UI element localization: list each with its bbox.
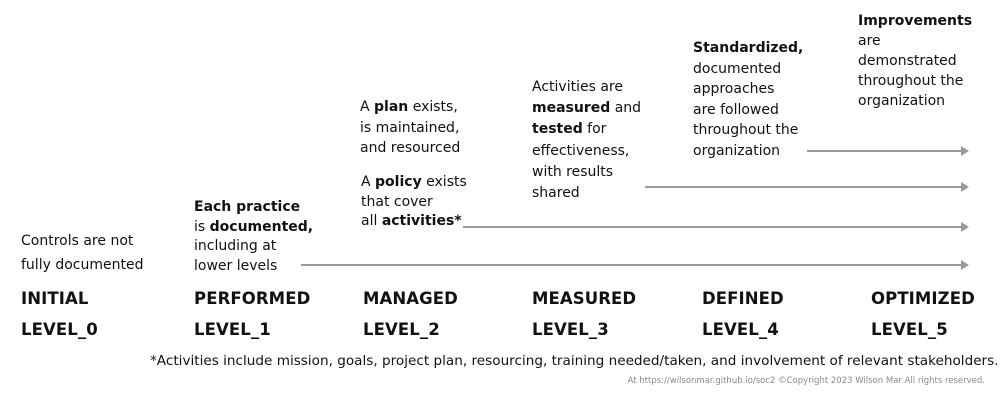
level-name-optimized: OPTIMIZED bbox=[871, 289, 975, 308]
bold-text: Each practice bbox=[194, 199, 301, 215]
description-line bbox=[532, 141, 641, 162]
description-line bbox=[360, 118, 460, 139]
text: exists, bbox=[408, 99, 458, 115]
description-line bbox=[693, 141, 803, 162]
text: all bbox=[361, 213, 382, 229]
performed-description bbox=[194, 198, 313, 276]
description-line bbox=[858, 31, 972, 51]
description-line bbox=[360, 97, 460, 118]
description-line bbox=[858, 71, 972, 91]
measured-description bbox=[532, 77, 641, 204]
description-line bbox=[693, 59, 803, 80]
description-line bbox=[532, 183, 641, 204]
text: are followed bbox=[693, 101, 779, 118]
bold-text: activities* bbox=[381, 213, 462, 229]
managed-description-policy bbox=[361, 173, 467, 232]
text: shared bbox=[532, 185, 580, 202]
text: organization bbox=[693, 142, 781, 159]
arrow-level-4 bbox=[807, 150, 967, 152]
text: throughout the bbox=[693, 122, 799, 138]
level-number-2: LEVEL_2 bbox=[363, 320, 440, 339]
description-line bbox=[21, 229, 143, 253]
arrow-level-2 bbox=[463, 226, 967, 228]
level-number-0: LEVEL_0 bbox=[21, 320, 98, 339]
description-line bbox=[361, 193, 467, 213]
text: fully documented bbox=[21, 257, 144, 273]
text: A bbox=[361, 174, 376, 190]
text: A bbox=[360, 99, 375, 115]
defined-description bbox=[693, 38, 803, 161]
text: Controls are not bbox=[21, 233, 134, 249]
initial-description bbox=[21, 229, 143, 277]
description-line bbox=[360, 138, 460, 159]
level-number-3: LEVEL_3 bbox=[532, 320, 609, 339]
description-line bbox=[532, 119, 641, 140]
bold-text: documented, bbox=[209, 218, 314, 235]
text: and bbox=[610, 100, 642, 117]
text: organization bbox=[858, 93, 946, 109]
text: lower levels bbox=[194, 257, 278, 274]
text: including at bbox=[194, 238, 277, 254]
text: demonstrated bbox=[858, 53, 957, 69]
bold-text: tested bbox=[532, 121, 583, 138]
description-line bbox=[194, 237, 313, 257]
level-name-performed: PERFORMED bbox=[194, 289, 311, 308]
description-line bbox=[194, 198, 313, 218]
description-line bbox=[693, 120, 803, 141]
level-name-initial: INITIAL bbox=[21, 289, 89, 308]
footnote: *Activities include mission, goals, project plan, resourcing, training needed/taken, and involvement of relevant stakeholders. bbox=[150, 353, 999, 369]
arrow-level-3 bbox=[645, 186, 967, 188]
description-line bbox=[532, 98, 641, 119]
text: throughout the bbox=[858, 73, 964, 89]
description-line bbox=[532, 162, 641, 183]
description-line bbox=[361, 212, 467, 232]
text: Activities are bbox=[532, 79, 623, 95]
text: is bbox=[194, 218, 210, 235]
description-line bbox=[361, 173, 467, 193]
text: is maintained, bbox=[360, 119, 460, 136]
level-number-5: LEVEL_5 bbox=[871, 320, 948, 339]
managed-description-plan bbox=[360, 97, 460, 159]
text: documented bbox=[693, 60, 782, 77]
level-number-4: LEVEL_4 bbox=[702, 320, 779, 339]
arrow-level-1 bbox=[301, 264, 967, 266]
text: for bbox=[582, 121, 607, 138]
level-name-defined: DEFINED bbox=[702, 289, 784, 308]
description-line bbox=[693, 79, 803, 100]
description-line bbox=[21, 253, 143, 277]
bold-text: policy bbox=[375, 174, 422, 190]
text: approaches bbox=[693, 81, 775, 97]
bold-text: measured bbox=[532, 100, 611, 117]
description-line bbox=[532, 77, 641, 98]
optimized-description bbox=[858, 11, 972, 111]
description-line bbox=[194, 218, 313, 238]
bold-text: Improvements bbox=[858, 13, 973, 29]
text: and resourced bbox=[360, 140, 461, 156]
description-line bbox=[693, 38, 803, 59]
description-line bbox=[858, 11, 972, 31]
bold-text: Standardized, bbox=[693, 40, 804, 56]
text: are bbox=[858, 33, 881, 49]
bold-text: plan bbox=[374, 99, 409, 115]
description-line bbox=[858, 91, 972, 111]
text: that cover bbox=[361, 193, 433, 210]
description-line bbox=[858, 51, 972, 71]
text: exists bbox=[421, 174, 467, 190]
level-name-measured: MEASURED bbox=[532, 289, 637, 308]
description-line bbox=[693, 100, 803, 121]
text: with results bbox=[532, 163, 614, 180]
description-line bbox=[194, 257, 313, 277]
text: effectiveness, bbox=[532, 142, 630, 159]
copyright-notice: At https://wilsonmar.github.io/soc2 ©Copyright 2023 Wilson Mar All rights reserved. bbox=[627, 376, 985, 386]
level-number-1: LEVEL_1 bbox=[194, 320, 271, 339]
level-name-managed: MANAGED bbox=[363, 289, 458, 308]
